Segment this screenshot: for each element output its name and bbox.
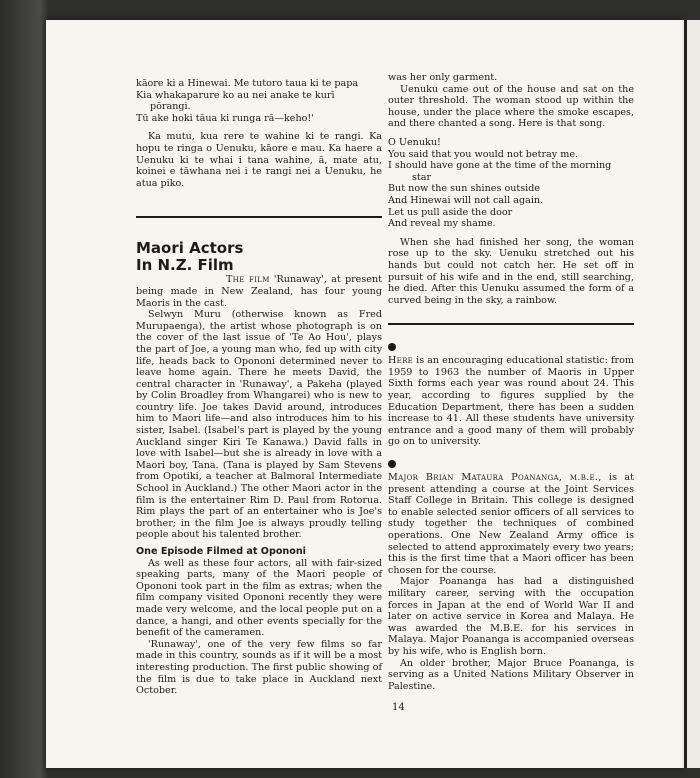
news-note-paragraph: Major Poananga has had a distinguished military career, serving with the occupation forces in Japan at the end of World War II and later on active service in Korea and Malaya. He was awarded the M.B.E. for his services in Malaya. Major Poananga is accompanied overseas by his wife, who is English born. xyxy=(388,576,634,657)
article-subheading: One Episode Filmed at Opononi xyxy=(136,546,306,557)
bullet-dot-icon xyxy=(388,343,396,351)
poem-line: pōrangi. xyxy=(150,101,191,113)
song-line: But now the sun shines outside xyxy=(388,183,541,195)
story-paragraph: was her only garment. xyxy=(388,72,498,83)
english-song xyxy=(388,137,634,230)
article-paragraph: The film 'Runaway', at present being made in New Zealand, has four young Maoris in the cast. xyxy=(136,274,382,309)
song-line: O Uenuku! xyxy=(388,136,441,148)
next-page-edge xyxy=(682,20,700,768)
maori-paragraph: Ka mutu, kua rere te wahine ki te rangi. Ka hopu te ringa o Uenuku, kāore e mau. Ka haere a Uenuku ki te whai i tana wahine, ā, mate atu, koinei e tāwhana nei i te rangi nei a Uenuku, he atua piko. xyxy=(136,131,382,189)
article-paragraph: As well as these four actors, all with fair-sized speaking parts, many of the Maori people of Opononi took part in the film as extras; when the film company visited Opononi recently they were made very welcome, and the local people put on a dance, a hangi, and other events specially for the benefit of the cameramen. xyxy=(136,557,382,639)
article-title-line2: In N.Z. Film xyxy=(136,256,234,275)
news-note: Major Brian Mataura Poananga, m.b.e., is at present attending a course at the Joint Services Staff College in Britain. This college is designed to enable selected senior officers of all services to study together the techniques of combined operations. One New Zealand Army office is selected to attend approximately every two years; this is the first time that a Maori officer has been chosen for the course. xyxy=(388,472,634,576)
story-paragraph: Uenuku came out of the house and sat on the outer threshold. The woman stood up within the house, under the place where the smoke escapes, and there chanted a song. Here is that song. xyxy=(388,83,634,130)
song-line: I should have gone at the time of the morning xyxy=(388,160,612,172)
song-line: And Hinewai will not call again. xyxy=(388,194,544,206)
page-number: 14 xyxy=(392,702,405,713)
maori-song-continuation xyxy=(136,78,382,124)
article-paragraph: Selwyn Muru (otherwise known as Fred Murupaenga), the artist whose photograph is on the cover of the last issue of 'Te Ao Hou', plays the part of Joe, a young man who, fed up with city life, heads back to Opononi determined never to leave home again. There he meets David, the central character in 'Runaway', a Pakeha (played by Colin Broadley from Whangarei) who is new to country life. Joe takes David around, introduces him to Maori life—and also introduces him to his sister, Isabel. (Isabel's part is played by the young Auckland singer Kiri Te Kanawa.) David falls in love with Isabel—but she is already in love with a Maori boy, Tana. (Tana is played by Sam Stevens from Opotiki, a teacher at Balmoral Intermediate School in Auckland.) The other Maori actor in the film is the entertainer Rim D. Paul from Rotorua. Rim plays the part of an entertainer who is Joe's brother; in the film Joe is always proudly telling people about his talented brother. xyxy=(136,309,382,541)
lead-in: The film xyxy=(226,274,270,286)
story-paragraph: When she had finished her song, the woman rose up to the sky. Uenuku stretched out his hands but could not catch her. He set off in pursuit of his wife and in the end, still searching, he died. After this Uenuku assumed the form of a curved being in the sky, a rainbow. xyxy=(388,236,634,306)
article-paragraph: 'Runaway', one of the very few films so far made in this country, sounds as if it will be a most interesting production. The first public showing of the film is due to take place in Auckland next October. xyxy=(136,638,382,697)
poem-line: Kia whakaparure ko au nei anake te kurī xyxy=(136,89,335,101)
bullet-dot-icon xyxy=(388,460,396,468)
song-line: And reveal my shame. xyxy=(388,218,496,230)
right-column xyxy=(388,72,634,692)
news-note: Here is an encouraging educational statistic: from 1959 to 1963 the number of Maoris in Upper Sixth forms each year was round about 24. This year, according to figures supplied by the Education Department, there has been a sudden increase to 41. All these students have university entrance and a good many of them will probably go on to university. xyxy=(388,355,634,448)
news-note-paragraph: An older brother, Major Bruce Poananga, is serving as a United Nations Military Observer in Palestine. xyxy=(388,657,634,692)
article-title-line1: Maori Actors xyxy=(136,239,244,258)
poem-line: Tū ake hoki tāua ki runga rā—keho!' xyxy=(136,112,314,124)
poem-line: kāore ki a Hinewai. Me tutoro taua ki te papa xyxy=(136,78,359,89)
song-line: Let us pull aside the door xyxy=(388,206,513,218)
song-line: star xyxy=(412,171,432,183)
left-column xyxy=(136,78,382,697)
song-line: You said that you would not betray me. xyxy=(388,148,579,160)
